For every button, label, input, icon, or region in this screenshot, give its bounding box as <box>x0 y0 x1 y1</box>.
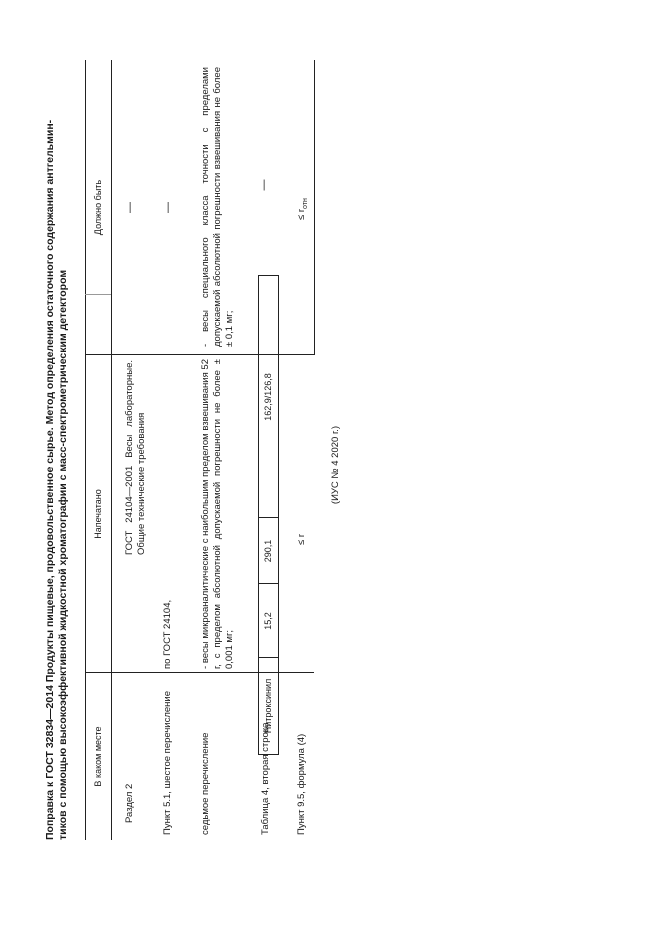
inner-cell-value-1: 15,2 <box>263 612 273 630</box>
row3-printed: - весы микроаналитические с наибольшим пределом взвешивания 52 г, с пределом абсолютной допускаемой погрешности не более ± 0,001 мг; <box>200 359 235 669</box>
row5-printed: ≤ r <box>296 533 307 545</box>
row4-where: Таблица 4, вторая строка <box>260 722 271 835</box>
row1-should-be: — <box>124 202 136 213</box>
header-where: В каком месте <box>93 726 103 787</box>
column-separator-1 <box>85 672 314 673</box>
column-separator-2 <box>85 354 314 355</box>
row5-should-be <box>296 160 312 220</box>
title-line-2: тиков с помощью высокоэффективной жидкостной хроматографии с масс-спектрометрическим детектором <box>57 269 69 840</box>
row2-where: Пункт 5.1, шестое перечисление <box>162 690 173 835</box>
row3-should-be: - весы специального класса точности с пределами допускаемой абсолютной погрешности взвешивания не более ± 0,1 мг; <box>200 67 235 347</box>
header-printed: Напечатано <box>93 489 103 539</box>
footer-ius: (ИУС № 4 2020 г.) <box>330 425 341 505</box>
row2-should-be: — <box>162 202 174 213</box>
document-title <box>44 60 70 840</box>
row2-printed: по ГОСТ 24104, <box>162 599 173 669</box>
row5-where: Пункт 9.5, формула (4) <box>296 733 307 835</box>
table-header-rule <box>111 60 112 840</box>
row4-should-be: — <box>258 179 270 191</box>
header-should-be: Должно быть <box>93 179 103 236</box>
inner-cell-value-3: 162,9/126,8 <box>263 373 273 421</box>
row1-where: Раздел 2 <box>124 783 135 823</box>
table-bottom-rule <box>314 60 315 355</box>
row5-should-be-symbol: ≤ r <box>296 208 307 220</box>
row1-printed: ГОСТ 24104—2001 Весы лабораторные. Общие технические требования <box>124 360 147 555</box>
row5-should-be-subscript: отн <box>301 198 309 209</box>
title-line-1: Поправка к ГОСТ 32834—2014 Продукты пищевые, продовольственное сырье. Метод определения остаточного содержания антгельмин- <box>44 119 56 840</box>
row3-where: седьмое перечисление <box>200 732 211 835</box>
inner-cell-substance: Нитроксинил <box>263 678 273 734</box>
inner-cell-value-2: 290,1 <box>263 539 273 563</box>
table-top-rule <box>85 60 86 840</box>
